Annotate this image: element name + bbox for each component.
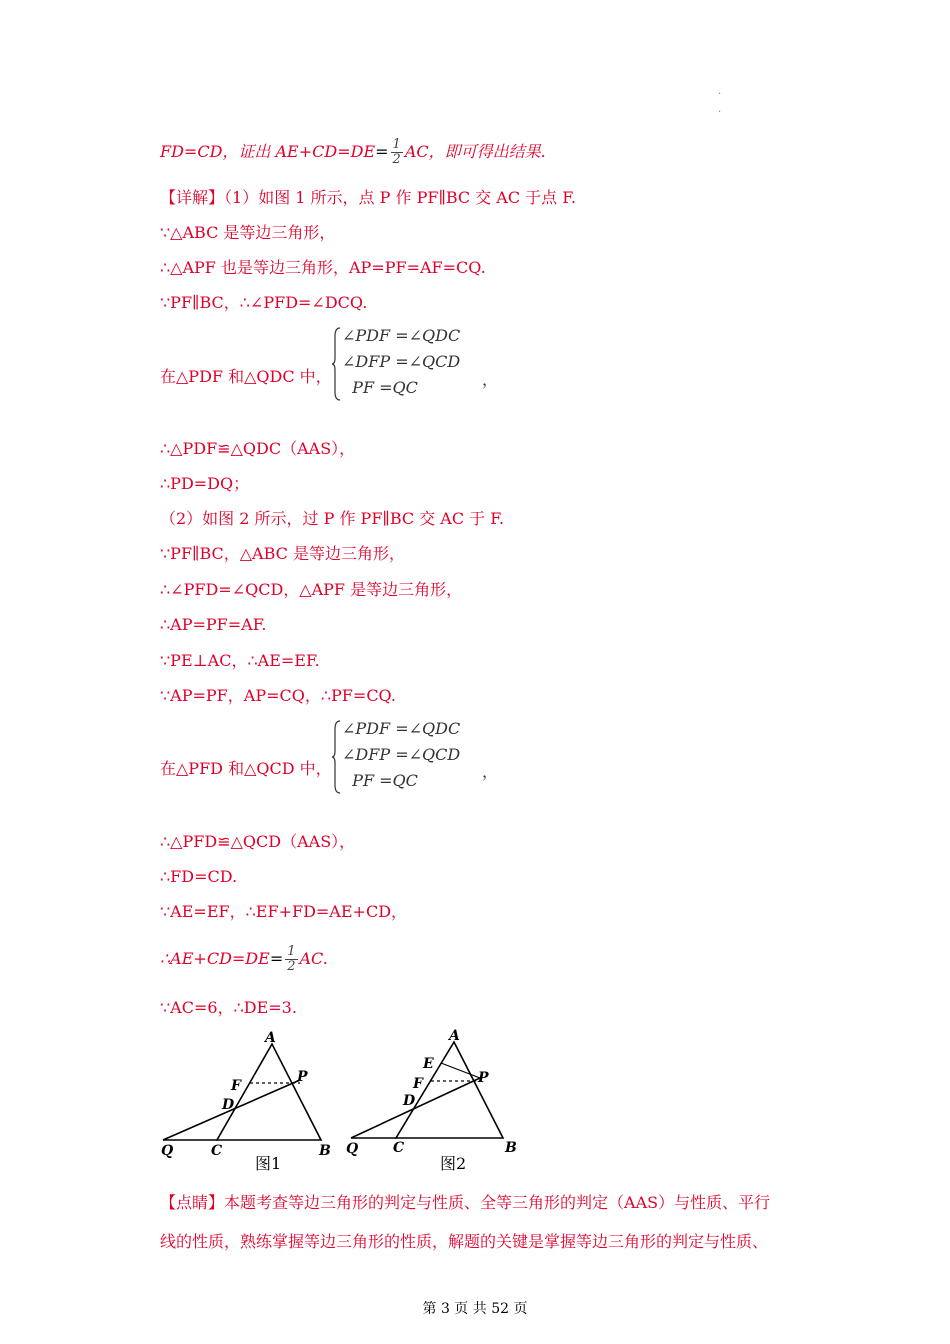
equation-row: PF =QC bbox=[342, 771, 418, 790]
equation-row: ∠PDF =∠QDC bbox=[342, 326, 461, 345]
equation-system-2 bbox=[332, 719, 482, 795]
label-b: B bbox=[505, 1140, 517, 1156]
figure-1-caption: 图1 bbox=[255, 1154, 282, 1173]
solution-line-14: ∵AP=PF，AP=CQ，∴PF=CQ. bbox=[160, 686, 396, 705]
solution-line-3: ∵△ABC 是等边三角形， bbox=[160, 223, 336, 242]
equation-row: ∠PDF =∠QDC bbox=[342, 719, 461, 738]
label-q: Q bbox=[161, 1143, 174, 1159]
solution-line-4: ∴△APF 也是等边三角形，AP=PF=AF=CQ. bbox=[160, 258, 486, 277]
equation-row: ∠DFP =∠QCD bbox=[342, 352, 461, 371]
label-e: E bbox=[423, 1056, 434, 1072]
comment-line-1 bbox=[160, 1193, 770, 1213]
solution-line-19: ∴AE+CD=DE= $\frac{1}{2}$ AC. bbox=[160, 944, 328, 974]
label-c: C bbox=[393, 1140, 405, 1156]
label-c: C bbox=[211, 1143, 223, 1159]
solution-line-16: ∴△PFD≌△QCD（AAS）， bbox=[160, 832, 356, 851]
label-b: B bbox=[319, 1143, 331, 1159]
line-text: FD=CD，证出 AE+CD=DE bbox=[160, 142, 376, 161]
solution-line-1: FD=CD，证出 AE+CD=DE= $\frac{1}{2}$ AC，即可得出结果. bbox=[160, 137, 546, 167]
segment-pe bbox=[441, 1063, 480, 1078]
fraction: $\frac{1}{2}$ bbox=[287, 944, 296, 974]
artifact-dot: . bbox=[718, 104, 722, 115]
line-text: AC. bbox=[299, 949, 328, 968]
label-a: A bbox=[265, 1030, 276, 1046]
label-d: D bbox=[403, 1093, 416, 1109]
solution-line-20: ∵AC=6，∴DE=3. bbox=[160, 998, 297, 1017]
solution-line-10: ∵PF∥BC，△ABC 是等边三角形， bbox=[160, 544, 405, 563]
comment-label: 【点睛】 bbox=[160, 1193, 225, 1212]
solution-line-2 bbox=[160, 188, 576, 208]
brace-icon bbox=[332, 719, 342, 795]
solution-line-13: ∵PE⊥AC，∴AE=EF. bbox=[160, 651, 320, 670]
page-footer: 第 3 页 共 52 页 bbox=[422, 1301, 528, 1317]
line-text: 本题考查等边三角形的判定与性质、全等三角形的判定（AAS）与性质、平行 bbox=[224, 1193, 771, 1212]
label-a: A bbox=[449, 1028, 460, 1044]
label-p: P bbox=[297, 1069, 308, 1085]
label-f: F bbox=[231, 1078, 241, 1094]
solution-line-8: ∴PD=DQ； bbox=[160, 474, 250, 493]
equation-row: PF =QC bbox=[342, 378, 418, 397]
fraction: $\frac{1}{2}$ bbox=[392, 137, 401, 167]
equation-system-1 bbox=[332, 326, 482, 402]
label-p: P bbox=[478, 1070, 489, 1086]
line-text: （1）如图 1 所示，点 P 作 PF∥BC 交 AC 于点 F. bbox=[224, 188, 576, 207]
artifact-dot: . bbox=[718, 86, 722, 97]
figure-2 bbox=[343, 1026, 528, 1176]
solution-line-7: ∴△PDF≌△QDC（AAS）， bbox=[160, 439, 356, 458]
label-q: Q bbox=[346, 1141, 359, 1157]
line-text: ∴AE+CD=DE bbox=[160, 949, 270, 968]
line-text: AC，即可得出结果. bbox=[404, 142, 546, 161]
solution-line-9: （2）如图 2 所示，过 P 作 PF∥BC 交 AC 于 F. bbox=[160, 509, 504, 528]
solution-line-5: ∵PF∥BC，∴∠PFD=∠DCQ. bbox=[160, 293, 368, 312]
comma: ， bbox=[482, 370, 499, 389]
label-d: D bbox=[222, 1097, 235, 1113]
detail-label: 【详解】 bbox=[160, 188, 225, 207]
figure-2-caption: 图2 bbox=[440, 1154, 467, 1173]
solution-line-12: ∴AP=PF=AF. bbox=[160, 615, 267, 634]
label-f: F bbox=[413, 1076, 423, 1092]
comment-line-2: 线的性质，熟练掌握等边三角形的性质，解题的关键是掌握等边三角形的判定与性质、 bbox=[160, 1232, 769, 1251]
brace-icon bbox=[332, 326, 342, 402]
solution-line-6: 在△PDF 和△QDC 中， bbox=[160, 367, 332, 386]
solution-line-18: ∵AE=EF，∴EF+FD=AE+CD， bbox=[160, 902, 408, 921]
solution-line-11: ∴∠PFD=∠QCD，△APF 是等边三角形， bbox=[160, 580, 463, 599]
solution-line-17: ∴FD=CD. bbox=[160, 867, 238, 886]
figure-1 bbox=[155, 1028, 340, 1178]
equation-row: ∠DFP =∠QCD bbox=[342, 745, 461, 764]
comma: ， bbox=[482, 762, 499, 781]
solution-line-15: 在△PFD 和△QCD 中， bbox=[160, 759, 332, 778]
